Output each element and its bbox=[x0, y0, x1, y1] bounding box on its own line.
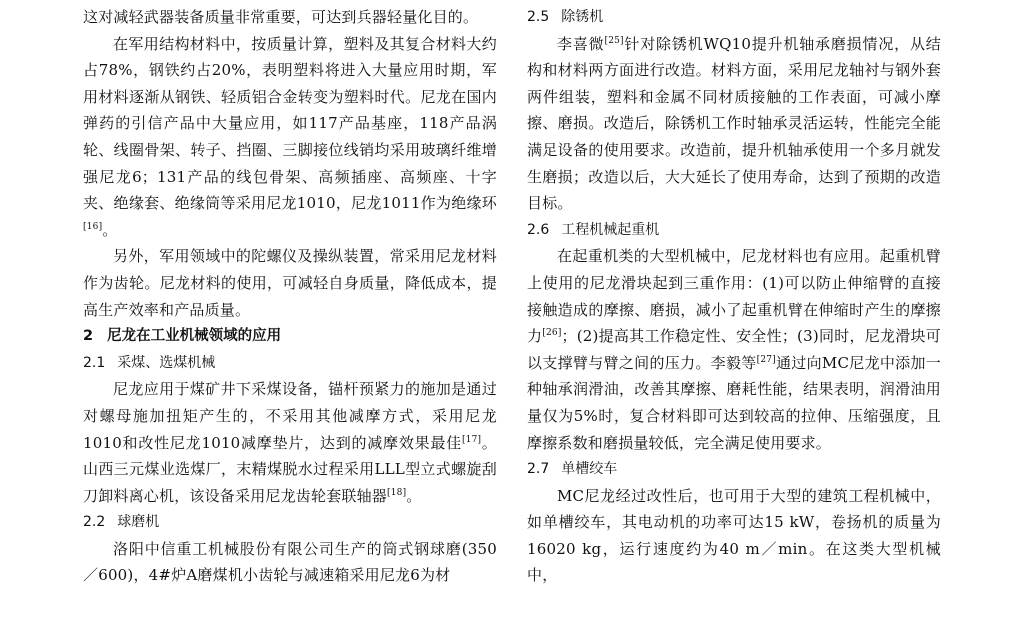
citation-ref: [26] bbox=[542, 328, 562, 339]
subsection-title: 除锈机 bbox=[561, 9, 604, 25]
citation-ref: [18] bbox=[387, 487, 407, 498]
subsection-number: 2.7 bbox=[527, 461, 550, 478]
paragraph-text: 。山西三元煤业选煤厂，末精煤脱水过程采用LLL型立式螺旋刮刀卸料离心机，该设备采用尼龙齿轮套联轴器 bbox=[83, 433, 497, 505]
section-number: 2 bbox=[83, 328, 94, 345]
paragraph-text: 另外，军用领域中的陀螺仪及操纵装置，常采用尼龙材料作为齿轮。尼龙材料的使用，可减轻自身质量，降低成本，提高生产效率和产品质量。 bbox=[83, 247, 497, 319]
paragraph-text: 在军用结构材料中，按质量计算，塑料及其复合材料大约占78%，钢铁约占20%，表明塑料将进入大量应用时期，军用材料逐渐从钢铁、轻质铝合金转变为塑料时代。尼龙在国内弹药的引信产品中大量应用，如117产品基座，118产品涡轮、线圈骨架、转子、挡圈、三脚接位线销均采用玻璃纤维增强尼龙6；131产品的线包骨架、高频插座、高频座、十字夹、绝缘套、绝缘筒等采用尼龙1010，尼龙1011作为绝缘环 bbox=[83, 34, 497, 213]
citation-ref: [16] bbox=[83, 221, 103, 232]
paragraph-coal-mining bbox=[83, 376, 497, 509]
subsection-heading bbox=[83, 350, 497, 377]
subsection-title: 球磨机 bbox=[117, 514, 160, 531]
subsection-title: 单槽绞车 bbox=[561, 461, 618, 478]
subsection-number: 2.2 bbox=[83, 514, 106, 531]
paragraph-text: 洛阳中信重工机械股份有限公司生产的筒式钢球磨(350／600)，4#炉A磨煤机小齿轮与减速箱采用尼龙6为材 bbox=[83, 539, 497, 585]
subsection-heading bbox=[527, 4, 941, 31]
section-heading bbox=[83, 323, 497, 350]
paragraph-military-plastics bbox=[83, 31, 497, 244]
citation-ref: [27] bbox=[756, 354, 776, 365]
paragraph-text: 尼龙应用于煤矿井下采煤设备，锚杆预紧力的施加是通过对螺母施加扭矩产生的，不采用其他减摩方式，采用尼龙1010和改性尼龙1010减摩垫片，达到的减摩效果最佳 bbox=[83, 380, 497, 452]
subsection-title: 工程机械起重机 bbox=[561, 221, 660, 238]
paragraph-gyroscope bbox=[83, 243, 497, 323]
paragraph-text: 这对减轻武器装备质量非常重要，可达到兵器轻量化目的。 bbox=[83, 8, 479, 26]
subsection-heading bbox=[527, 217, 941, 244]
paragraph-text: 。 bbox=[102, 220, 118, 239]
subsection-heading bbox=[83, 509, 497, 536]
paragraph-continued bbox=[83, 4, 497, 31]
left-column bbox=[83, 4, 497, 589]
paragraph-text: 。 bbox=[406, 486, 422, 505]
paragraph-text: 通过向MC尼龙中添加一种轴承润滑油，改善其摩擦、磨耗性能，结果表明，润滑油用量仅为5%时，复合材料即可达到较高的拉伸、压缩强度，且摩擦系数和磨损量较低，完全满足使用要求。 bbox=[527, 353, 941, 452]
section-title: 尼龙在工业机械领域的应用 bbox=[107, 328, 282, 345]
citation-ref: [25] bbox=[604, 35, 624, 46]
paragraph-derusting bbox=[527, 31, 941, 217]
paragraph-text: 在起重机类的大型机械中，尼龙材料也有应用。起重机臂上使用的尼龙滑块起到三重作用：(1)可以防止伸缩臂的直接接触造成的摩擦、磨损，减小了起重机臂在伸缩时产生的摩擦力 bbox=[527, 247, 941, 346]
paragraph-text: MC尼龙经过改性后，也可用于大型的建筑工程机械中，如单槽绞车，其电动机的功率可达15 kW，卷扬机的质量为16020 kg，运行速度约为40 m／min。在这类大型机械中， bbox=[527, 486, 941, 585]
paragraph-crane bbox=[527, 243, 941, 456]
paragraph-text: ；(2)提高其工作稳定性、安全性；(3)同时，尼龙滑块可以支撑臂与臂之间的压力。李毅等 bbox=[527, 327, 941, 372]
subsection-number: 2.5 bbox=[527, 9, 550, 25]
subsection-number: 2.1 bbox=[83, 354, 106, 371]
paragraph-winch bbox=[527, 483, 941, 589]
citation-ref: [17] bbox=[461, 434, 482, 445]
paragraph-text: 针对除锈机WQ10提升机轴承磨损情况，从结构和材料两方面进行改造。材料方面，采用尼龙轴衬与钢外套两件组装，塑料和金属不同材质接触的工作表面，可减小摩擦、磨损。改造后，除锈机工作时轴承灵活运转，性能完全能满足设备的使用要求。改造前，提升机轴承使用一个多月就发生磨损；改造以后，大大延长了使用寿命，达到了预期的改造目标。 bbox=[527, 34, 941, 213]
paragraph-ball-mill bbox=[83, 536, 497, 589]
right-column bbox=[527, 4, 941, 589]
paragraph-text: 李喜微 bbox=[557, 34, 605, 53]
subsection-heading bbox=[527, 456, 941, 483]
subsection-number: 2.6 bbox=[527, 221, 550, 238]
subsection-title: 采煤、选煤机械 bbox=[117, 354, 216, 371]
